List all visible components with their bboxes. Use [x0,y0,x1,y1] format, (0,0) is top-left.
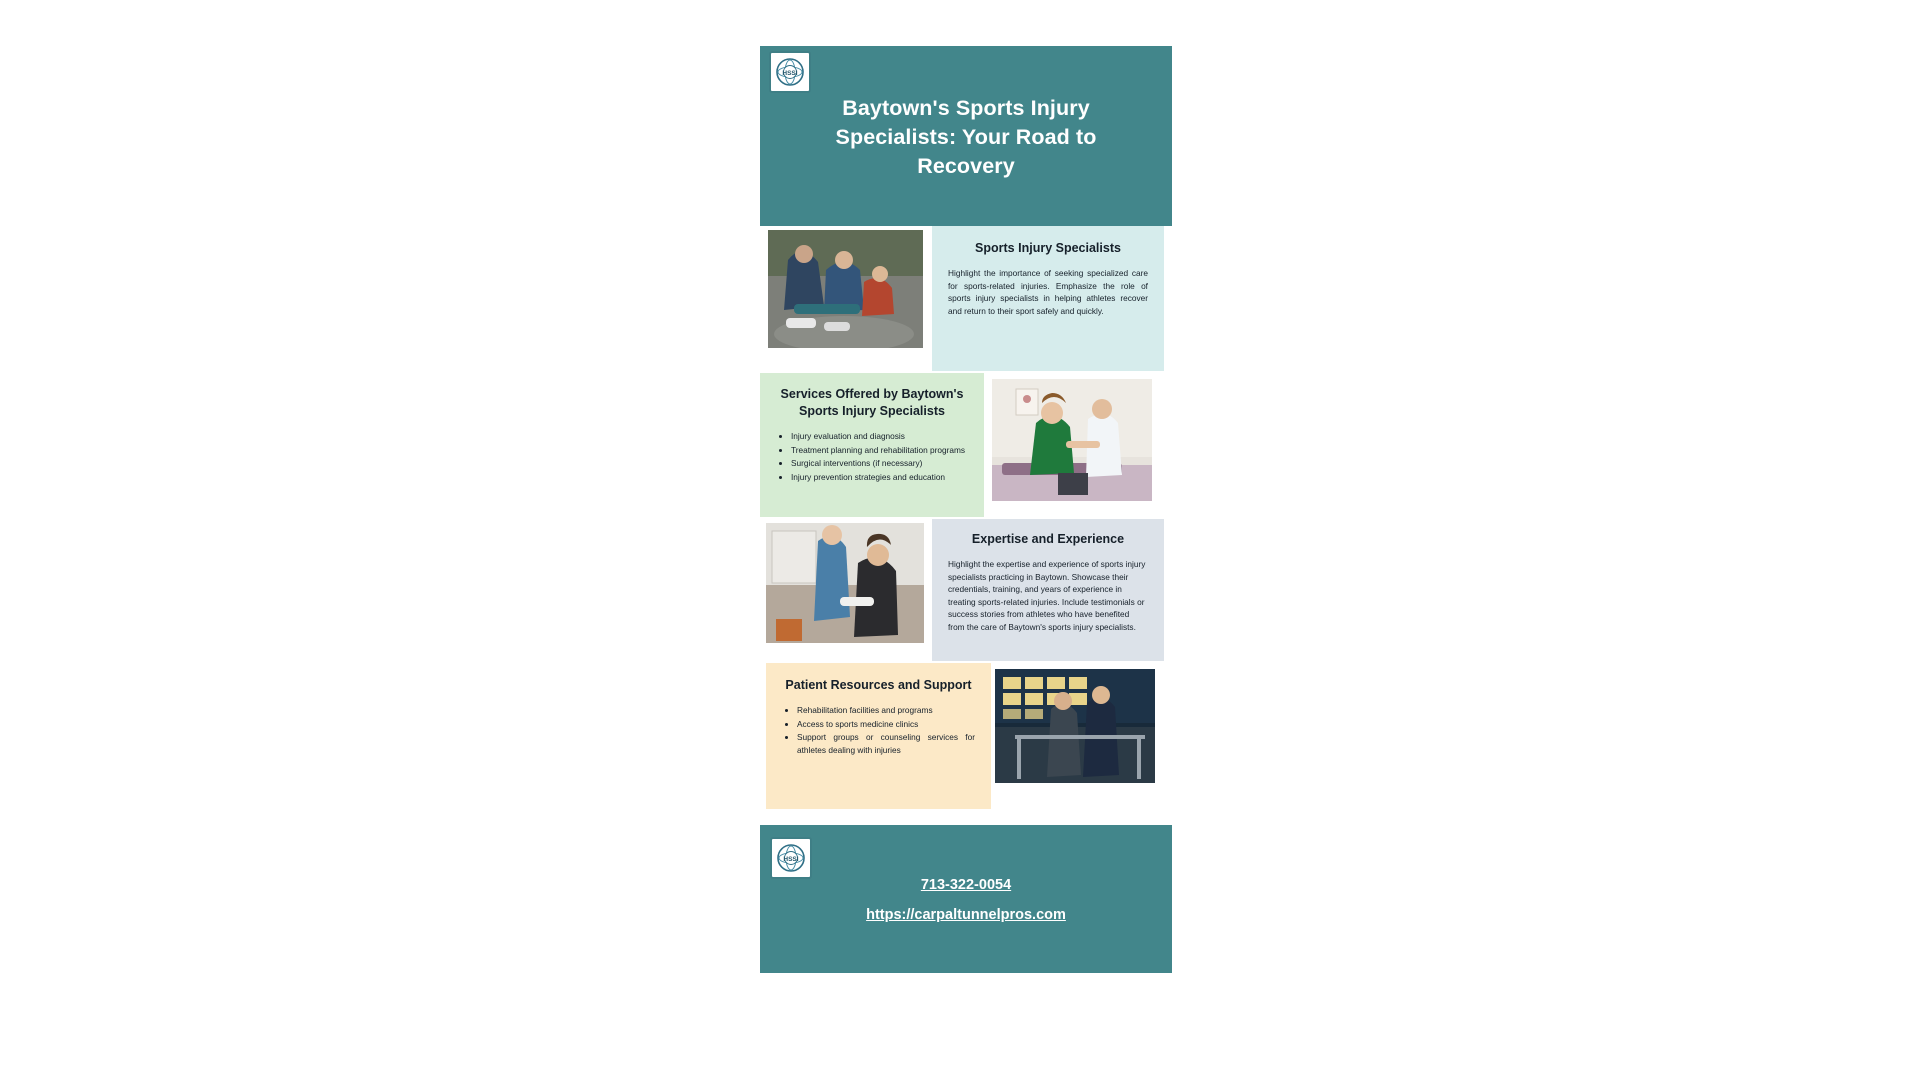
section-2-title: Services Offered by Baytown's Sports Injury Specialists [780,387,964,418]
section-2-panel [760,373,984,517]
list-item: • Injury evaluation and diagnosis [791,430,968,443]
section-3-panel [932,519,1164,661]
rehab-facility-photo-icon [995,669,1155,783]
header [760,46,1172,226]
section-4-title: Patient Resources and Support [785,678,972,692]
footer [760,825,1172,973]
list-item: • Treatment planning and rehabilitation programs [791,444,968,457]
page-title: Baytown's Sports Injury Specialists: Your Road to Recovery [835,96,1097,178]
therapy-session-photo-icon [766,523,924,643]
list-item: • Surgical interventions (if necessary) [791,457,968,470]
section-3-image [766,523,924,643]
list-item: • Access to sports medicine clinics [797,718,975,731]
section-4-panel [766,663,991,809]
section-2-bullet-list [776,430,968,483]
hssi-logo-icon [775,57,805,87]
infographic [760,46,1172,973]
list-item: • Injury prevention strategies and education [791,471,968,484]
hssi-logo-icon [776,843,806,873]
section-3-body: Highlight the expertise and experience of sports injury specialists practicing in Baytown. Showcase their credentials, training, and years of experience in treating sports-related injuries. Include testimonials or success stories from athletes who have benefited from the care of Baytown's sports injury specialists. [948,559,1146,632]
section-services-offered [760,373,1172,519]
section-1-panel [932,226,1164,371]
section-4-image [995,669,1155,783]
section-2-image [992,379,1152,501]
section-1-image [768,230,923,348]
section-patient-resources-and-support [760,663,1172,811]
section-sports-injury-specialists [760,226,1172,373]
section-expertise-and-experience [760,519,1172,663]
logo-badge [769,51,811,93]
footer-phone[interactable]: 713-322-0054 [920,877,1012,893]
svg-text:HSSI: HSSI [783,856,799,863]
list-item: • Support groups or counseling services for athletes dealing with injuries [797,731,975,756]
section-1-body: Highlight the importance of seeking specialized care for sports-related injuries. Emphasize the role of sports injury specialists in helping athletes recover and return to their sport safely and quickly. [948,268,1148,316]
clinic-exam-photo-icon [992,379,1152,501]
footer-logo-badge [770,837,812,879]
list-item: • Rehabilitation facilities and programs [797,704,975,717]
athlete-treatment-photo-icon [768,230,923,348]
footer-website-link[interactable]: https://carpaltunnelpros.com [866,907,1066,923]
section-3-title: Expertise and Experience [971,532,1125,546]
svg-text:HSSI: HSSI [782,70,798,77]
section-1-title: Sports Injury Specialists [975,241,1121,255]
section-4-bullet-list [782,704,975,756]
